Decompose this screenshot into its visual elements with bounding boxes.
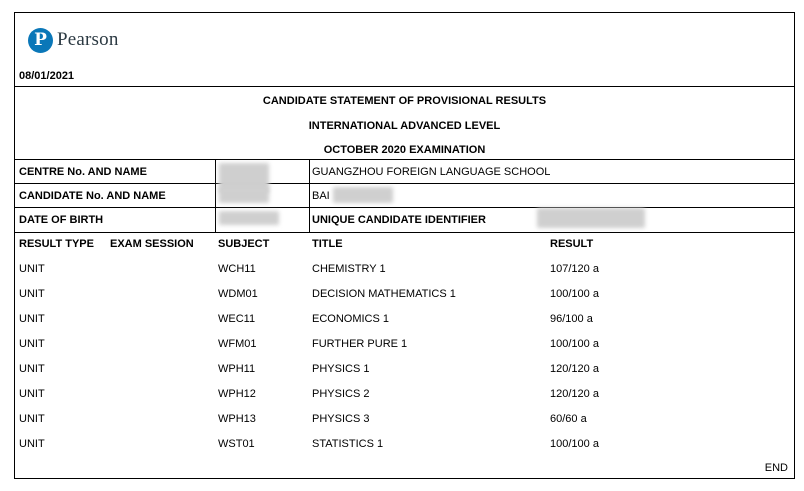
- divider: [15, 207, 794, 208]
- row-title: FURTHER PURE 1: [312, 338, 408, 350]
- pearson-logo: [28, 25, 119, 55]
- divider: [15, 183, 794, 184]
- end-marker: END: [764, 462, 788, 474]
- result-header: RESULT: [550, 238, 594, 250]
- row-type: UNIT: [19, 438, 45, 450]
- row-title: CHEMISTRY 1: [312, 263, 386, 275]
- centre-label: CENTRE No. AND NAME: [19, 166, 147, 178]
- row-subject: WCH11: [218, 263, 256, 275]
- row-result: 120/120 a: [550, 363, 599, 375]
- row-type: UNIT: [19, 413, 45, 425]
- pearson-p-icon: P: [28, 28, 53, 53]
- divider: [15, 232, 794, 233]
- row-type: UNIT: [19, 313, 45, 325]
- row-title: STATISTICS 1: [312, 438, 384, 450]
- uci-label: UNIQUE CANDIDATE IDENTIFIER: [312, 214, 486, 226]
- row-result: 100/100 a: [550, 338, 599, 350]
- statement-heading: CANDIDATE STATEMENT OF PROVISIONAL RESULTS: [262, 95, 547, 107]
- row-type: UNIT: [19, 363, 45, 375]
- row-subject: WEC11: [218, 313, 256, 325]
- result-type-header: RESULT TYPE: [19, 238, 94, 250]
- column-divider: [309, 159, 310, 232]
- row-title: ECONOMICS 1: [312, 313, 390, 325]
- redacted-uci: [537, 208, 645, 228]
- brand-name: Pearson: [57, 29, 119, 50]
- column-divider: [215, 159, 216, 232]
- statement-date: 08/01/2021: [19, 70, 75, 82]
- session-heading: OCTOBER 2020 EXAMINATION: [323, 144, 486, 156]
- row-subject: WPH12: [218, 388, 256, 400]
- subject-header: SUBJECT: [218, 238, 270, 250]
- row-subject: WFM01: [218, 338, 257, 350]
- row-result: 100/100 a: [550, 288, 599, 300]
- exam-session-header: EXAM SESSION: [110, 238, 194, 250]
- row-subject: WST01: [218, 438, 255, 450]
- row-subject: WDM01: [218, 288, 258, 300]
- qualification-heading: INTERNATIONAL ADVANCED LEVEL: [308, 120, 501, 132]
- row-subject: WPH11: [218, 363, 256, 375]
- redacted-candidate-name: [333, 187, 393, 203]
- row-result: 96/100 a: [550, 313, 593, 325]
- row-title: PHYSICS 1: [312, 363, 370, 375]
- row-type: UNIT: [19, 338, 45, 350]
- candidate-name: BAI: [312, 190, 330, 202]
- row-title: PHYSICS 2: [312, 388, 370, 400]
- dob-label: DATE OF BIRTH: [19, 214, 104, 226]
- row-result: 60/60 a: [550, 413, 587, 425]
- results-statement: [14, 12, 795, 479]
- row-subject: WPH13: [218, 413, 256, 425]
- row-type: UNIT: [19, 388, 45, 400]
- title-header: TITLE: [312, 238, 343, 250]
- centre-name: GUANGZHOU FOREIGN LANGUAGE SCHOOL: [312, 166, 551, 178]
- row-result: 120/120 a: [550, 388, 599, 400]
- candidate-label: CANDIDATE No. AND NAME: [19, 190, 166, 202]
- row-title: PHYSICS 3: [312, 413, 370, 425]
- row-result: 107/120 a: [550, 263, 599, 275]
- divider: [15, 86, 794, 87]
- row-title: DECISION MATHEMATICS 1: [312, 288, 456, 300]
- redacted-dob: [219, 211, 279, 225]
- redacted-candidate-number: [219, 187, 269, 203]
- divider: [15, 159, 794, 160]
- row-type: UNIT: [19, 288, 45, 300]
- row-type: UNIT: [19, 263, 45, 275]
- row-result: 100/100 a: [550, 438, 599, 450]
